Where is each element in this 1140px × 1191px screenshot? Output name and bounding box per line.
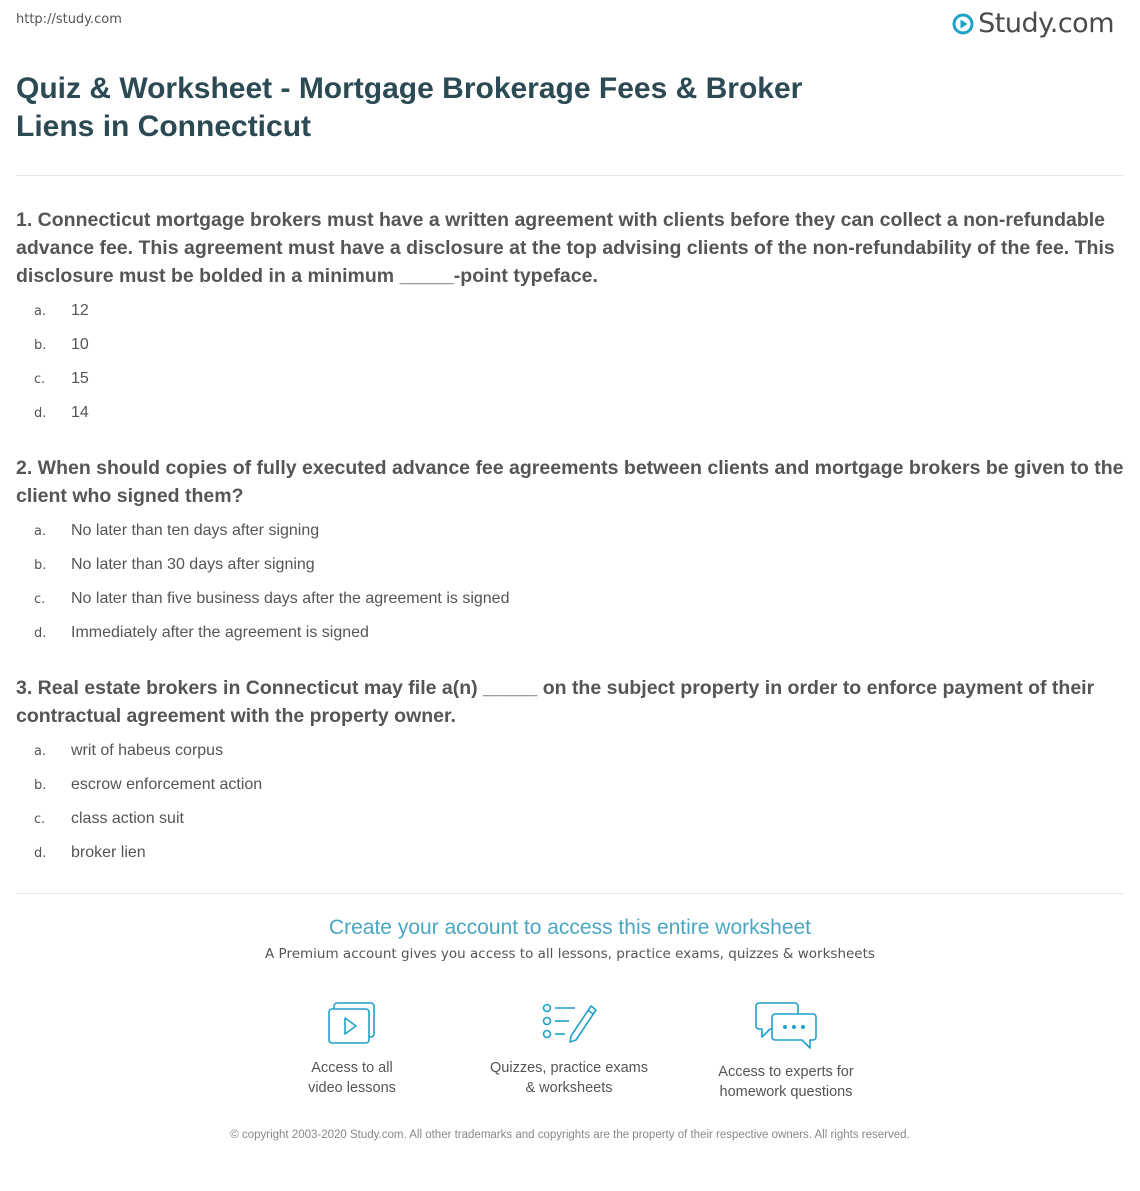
answer-option[interactable] bbox=[16, 836, 1124, 870]
chat-bubbles-icon bbox=[754, 1000, 818, 1050]
feature-line: Access to all bbox=[311, 1060, 393, 1076]
option-text: 15 bbox=[71, 370, 89, 387]
play-circle-icon bbox=[952, 13, 974, 35]
answer-option[interactable] bbox=[16, 802, 1124, 836]
option-letter: b. bbox=[34, 557, 47, 573]
signup-promo bbox=[0, 916, 1140, 962]
answer-options bbox=[16, 514, 1124, 650]
answer-option[interactable] bbox=[16, 396, 1124, 430]
answer-options bbox=[16, 734, 1124, 870]
option-letter: a. bbox=[34, 303, 47, 319]
option-letter: b. bbox=[34, 337, 47, 353]
option-letter: a. bbox=[34, 523, 47, 539]
feature-line: homework questions bbox=[719, 1084, 853, 1100]
option-letter: c. bbox=[34, 811, 46, 827]
option-text: broker lien bbox=[71, 844, 146, 861]
option-letter: c. bbox=[34, 371, 46, 387]
feature-text bbox=[252, 1058, 452, 1098]
feature-video-lessons bbox=[252, 1000, 452, 1098]
answer-option[interactable] bbox=[16, 362, 1124, 396]
study-logo[interactable] bbox=[952, 8, 1114, 39]
feature-text bbox=[469, 1058, 669, 1098]
page-title: Quiz & Worksheet - Mortgage Brokerage Fees & Broker Liens in Connecticut bbox=[16, 72, 803, 143]
answer-option[interactable] bbox=[16, 548, 1124, 582]
option-letter: d. bbox=[34, 405, 47, 421]
create-account-link[interactable]: Create your account to access this entire worksheet bbox=[328, 916, 812, 939]
option-text: 14 bbox=[71, 404, 89, 421]
feature-quizzes bbox=[469, 1000, 669, 1098]
feature-line: Quizzes, practice exams bbox=[490, 1060, 648, 1076]
answer-option[interactable] bbox=[16, 514, 1124, 548]
video-lessons-icon bbox=[326, 1000, 378, 1046]
option-text: escrow enforcement action bbox=[71, 776, 263, 793]
copyright-footer: © copyright 2003-2020 Study.com. All other trademarks and copyrights are the property of their respective owners. All rights reserved. bbox=[230, 1129, 910, 1141]
feature-line: Access to experts for bbox=[718, 1064, 854, 1080]
answer-option[interactable] bbox=[16, 768, 1124, 802]
option-letter: c. bbox=[34, 591, 46, 607]
option-letter: a. bbox=[34, 743, 47, 759]
quiz-checklist-icon bbox=[541, 1000, 597, 1046]
answer-option[interactable] bbox=[16, 294, 1124, 328]
answer-option[interactable] bbox=[16, 616, 1124, 650]
feature-line: video lessons bbox=[308, 1080, 396, 1096]
divider bbox=[16, 893, 1124, 894]
answer-option[interactable] bbox=[16, 734, 1124, 768]
option-text: No later than five business days after the agreement is signed bbox=[71, 590, 510, 607]
question-text: 3. Real estate brokers in Connecticut may file a(n) _____ on the subject property in order to enforce payment of their contractual agreement with the property owner. bbox=[16, 677, 1095, 727]
option-text: 10 bbox=[71, 336, 89, 353]
answer-option[interactable] bbox=[16, 582, 1124, 616]
question-2 bbox=[16, 454, 1124, 650]
source-url[interactable]: http://study.com bbox=[16, 12, 122, 27]
answer-option[interactable] bbox=[16, 328, 1124, 362]
option-text: No later than 30 days after signing bbox=[71, 556, 315, 573]
feature-line: & worksheets bbox=[525, 1080, 613, 1096]
logo-text: Study.com bbox=[978, 8, 1114, 39]
divider bbox=[16, 175, 1124, 176]
question-text: 1. Connecticut mortgage brokers must have a written agreement with clients before they can collect a non-refundable advance fee. This agreement must have a disclosure at the top advising clients of the non-refundability of the fee. This disclosure must be bolded in a minimum _____-point typeface. bbox=[16, 209, 1115, 287]
question-text: 2. When should copies of fully executed advance fee agreements between clients and mortgage brokers be given to the client who signed them? bbox=[16, 457, 1124, 507]
option-text: 12 bbox=[71, 302, 89, 319]
option-text: Immediately after the agreement is signed bbox=[71, 624, 369, 641]
promo-subtitle: A Premium account gives you access to all lessons, practice exams, quizzes & worksheets bbox=[265, 946, 875, 962]
option-letter: d. bbox=[34, 845, 47, 861]
question-1 bbox=[16, 206, 1124, 430]
option-letter: b. bbox=[34, 777, 47, 793]
option-text: No later than ten days after signing bbox=[71, 522, 320, 539]
answer-options bbox=[16, 294, 1124, 430]
feature-text bbox=[686, 1062, 886, 1102]
feature-experts bbox=[686, 1000, 886, 1102]
question-3 bbox=[16, 674, 1124, 870]
option-letter: d. bbox=[34, 625, 47, 641]
option-text: writ of habeus corpus bbox=[71, 742, 224, 759]
option-text: class action suit bbox=[71, 810, 184, 827]
